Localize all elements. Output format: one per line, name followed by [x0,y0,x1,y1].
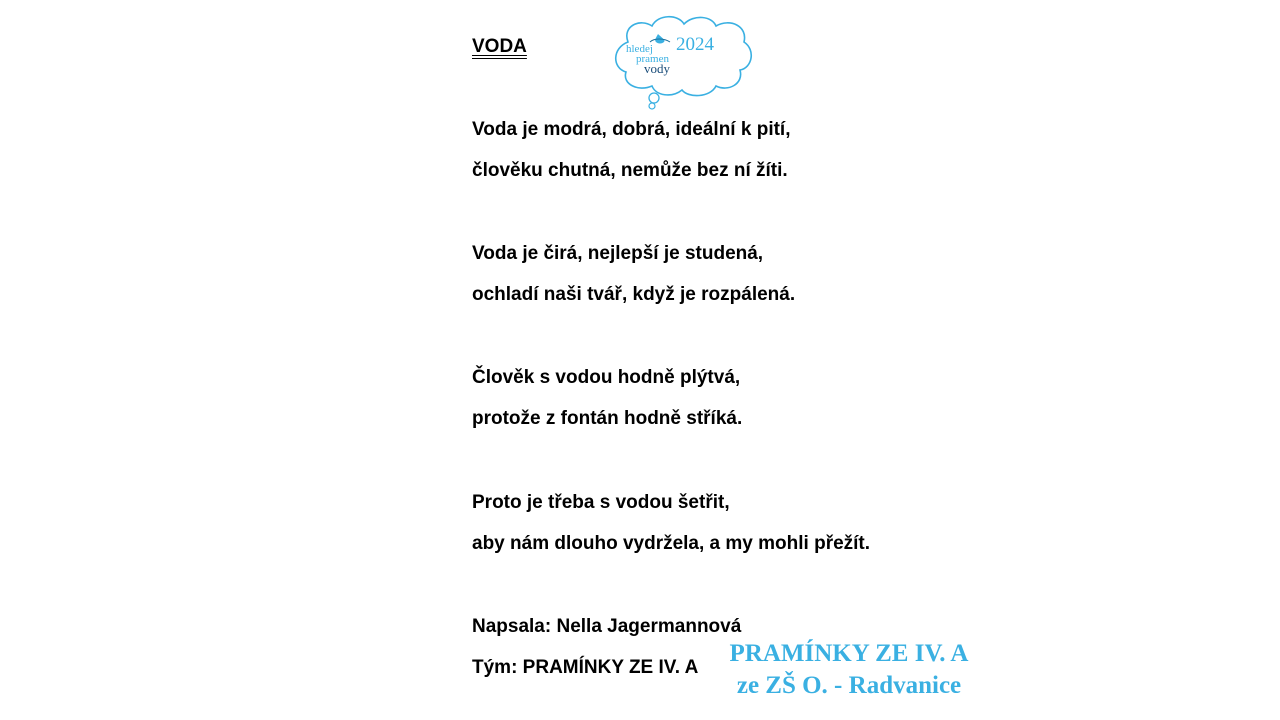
poem-line-2: člověku chutná, nemůže bez ní žíti. [472,160,788,181]
cloud-logo [606,12,756,112]
team-caption [718,638,980,702]
poem-author: Napsala: Nella Jagermannová [472,616,742,637]
poem-title: VODA [472,36,527,57]
logo-word-hledej: hledej [626,43,653,55]
logo-word-pramen: pramen [636,53,669,65]
team-caption-line2: ze ZŠ O. - Radvanice [736,672,962,699]
poem-line-3: Voda je čirá, nejlepší je studená, [472,243,764,264]
poem-line-8: aby nám dlouho vydržela, a my mohli přežít. [472,533,871,554]
poem-line-5: Člověk s vodou hodně plýtvá, [472,367,741,388]
team-caption-line1: PRAMÍNKY ZE IV. A [729,640,969,667]
logo-year: 2024 [676,34,714,55]
logo-word-vody: vody [644,61,670,76]
poem-line-6: protože z fontán hodně stříká. [472,408,743,429]
poem-line-4: ochladí naši tvář, když je rozpálená. [472,284,796,305]
poem-line-7: Proto je třeba s vodou šetřit, [472,492,730,513]
poem-line-1: Voda je modrá, dobrá, ideální k pití, [472,119,791,140]
poem-team: Tým: PRAMÍNKY ZE IV. A [472,657,699,678]
